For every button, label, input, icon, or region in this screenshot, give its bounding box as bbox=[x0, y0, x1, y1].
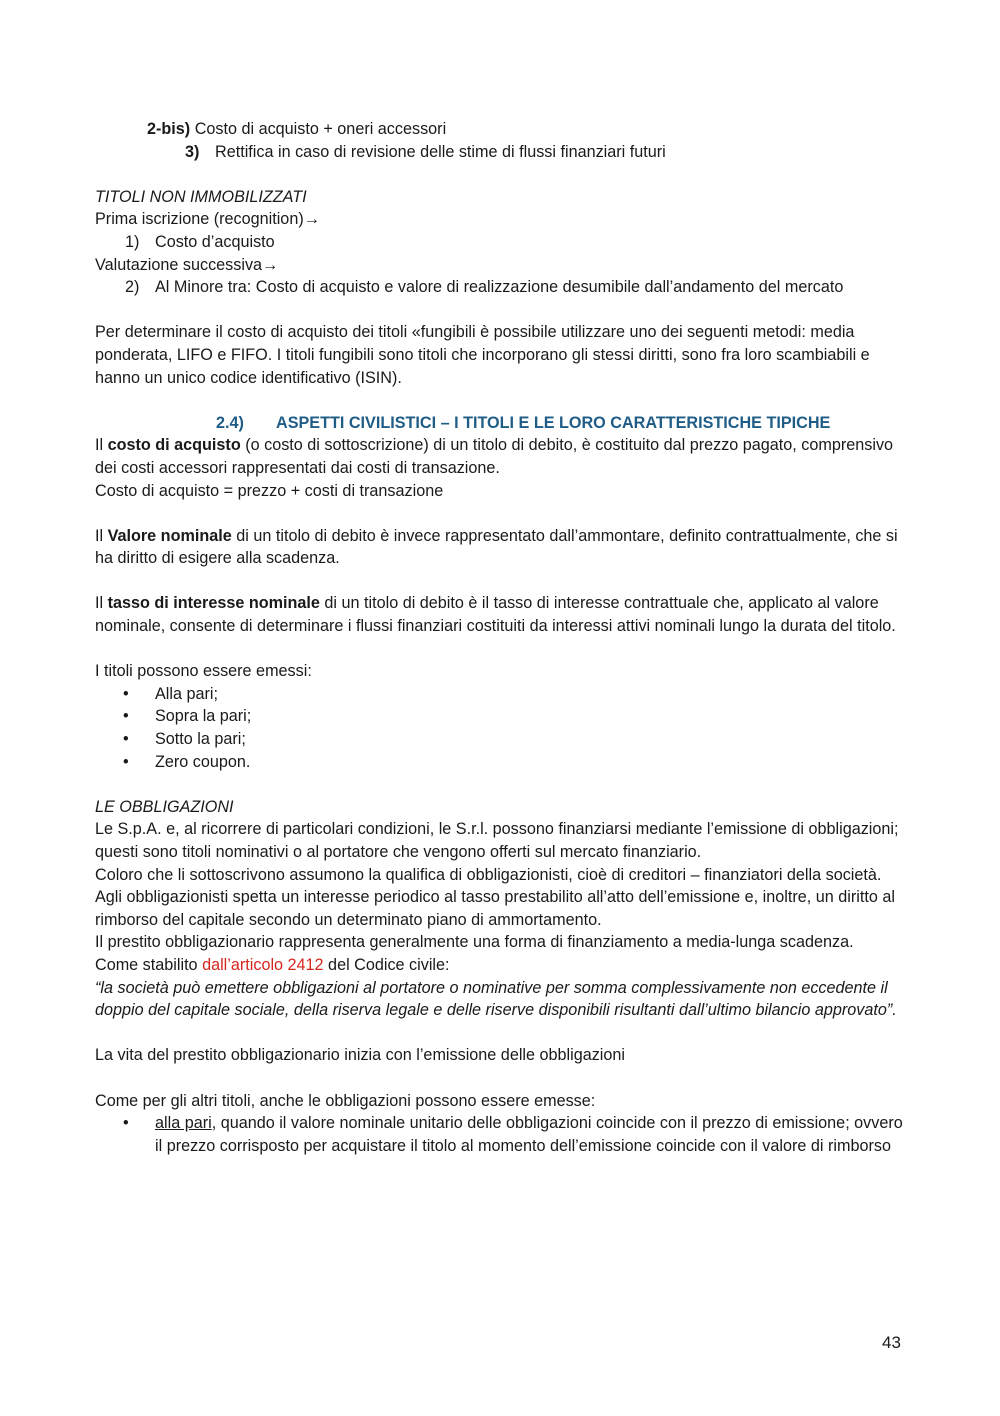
page-number: 43 bbox=[882, 1333, 901, 1352]
paragraph-tasso-interesse: Il tasso di interesse nominale di un titolo di debito è il tasso di interesse contrattuale che, applicato al valore nominale, consente di determinare i flussi finanziari costituiti da interessi attivi nominali lungo la durata del titolo. bbox=[95, 594, 896, 636]
list-label: 2-bis) bbox=[147, 120, 191, 138]
obbligazioni-emesse-list bbox=[95, 1112, 907, 1157]
list-item: • Zero coupon. bbox=[95, 751, 907, 774]
list-text: Rettifica in caso di revisione delle stime di flussi finanziari futuri bbox=[215, 142, 666, 161]
valutazione-successiva: Valutazione successiva→ bbox=[95, 255, 279, 274]
emissione-list bbox=[95, 683, 907, 773]
list-item: • Sopra la pari; bbox=[95, 705, 907, 728]
list-text: Costo di acquisto + oneri accessori bbox=[194, 120, 447, 138]
section-number: 2.4) bbox=[216, 413, 244, 432]
list-item: • Sotto la pari; bbox=[95, 728, 907, 751]
formula-costo-acquisto: Costo di acquisto = prezzo + costi di transazione bbox=[95, 481, 444, 500]
emissione-intro: I titoli possono essere emessi: bbox=[95, 662, 312, 681]
list-item-2: 2) Al Minore tra: Costo di acquisto e valore di realizzazione desumibile dall’andamento del mercato bbox=[125, 278, 844, 297]
prima-iscrizione: Prima iscrizione (recognition)→ bbox=[95, 210, 320, 229]
paragraph-fungibili: Per determinare il costo di acquisto dei titoli «fungibili è possibile utilizzare uno dei seguenti metodi: media ponderata, LIFO e FIFO. I titoli fungibili sono titoli che incorporano gli stessi diritti, sono fra loro scambiabili e hanno un unico codice identificativo (ISIN). bbox=[95, 323, 870, 387]
paragraph-obbligazioni-2: Coloro che li sottoscrivono assumono la qualifica di obbligazionisti, cioè di creditori – finanziatori della società. bbox=[95, 865, 882, 884]
codice-civile-reference: Come stabilito dall’articolo 2412 del Codice civile: bbox=[95, 955, 450, 974]
section-title: ASPETTI CIVILISTICI – I TITOLI E LE LORO CARATTERISTICHE TIPICHE bbox=[276, 413, 831, 432]
list-item-1: 1) Costo d’acquisto bbox=[125, 232, 275, 251]
section-heading bbox=[95, 412, 907, 435]
paragraph-costo-acquisto: Il costo di acquisto (o costo di sottoscrizione) di un titolo di debito, è costituito dal prezzo pagato, comprensivo dei costi accessori rappresentati dai costi di transazione. bbox=[95, 436, 894, 477]
quote-codice-civile: “la società può emettere obbligazioni al portatore o nominative per somma complessivamente non eccedente il doppio del capitale sociale, della riserva legale e delle riserve disponibili risultanti dall’ultimo bilancio approvato”. bbox=[95, 978, 897, 1020]
document-body bbox=[95, 118, 907, 1157]
obbligazioni-emesse-intro: Come per gli altri titoli, anche le obbligazioni possono essere emesse: bbox=[95, 1091, 596, 1110]
section-title-obbligazioni: LE OBBLIGAZIONI bbox=[95, 797, 234, 816]
paragraph-obbligazioni-1: Le S.p.A. e, al ricorrere di particolari condizioni, le S.r.l. possono finanziarsi mediante l’emissione di obbligazioni; questi sono titoli nominativi o al portatore che vengono offerti sul mercato finanziario. bbox=[95, 820, 899, 861]
paragraph-valore-nominale: Il Valore nominale di un titolo di debito è invece rappresentato dall’ammontare, definito contrattualmente, che si ha diritto di esigere alla scadenza. bbox=[95, 526, 898, 568]
paragraph-obbligazioni-3: Agli obbligazionisti spetta un interesse periodico al tasso prestabilito all’atto dell’emissione e, inoltre, un diritto al rimborso del capitale secondo un determinato piano di ammortamento. bbox=[95, 888, 895, 929]
list-item: • Alla pari; bbox=[95, 683, 907, 706]
list-item-2bis bbox=[95, 118, 907, 141]
paragraph-vita-prestito: La vita del prestito obbligazionario inizia con l’emissione delle obbligazioni bbox=[95, 1046, 626, 1065]
list-label: 3) bbox=[185, 142, 200, 161]
paragraph-obbligazioni-4: Il prestito obbligazionario rappresenta generalmente una forma di finanziamento a media-lunga scadenza. bbox=[95, 933, 854, 952]
list-item-3 bbox=[95, 141, 907, 164]
list-item: • alla pari, quando il valore nominale unitario delle obbligazioni coincide con il prezzo di emissione; ovvero il prezzo corrisposto per acquistare il titolo al momento dell’emissione coincide con il valore di rimborso bbox=[95, 1112, 907, 1157]
article-link[interactable]: dall’articolo 2412 bbox=[202, 955, 324, 974]
section-title-titoli-non-immobilizzati: TITOLI NON IMMOBILIZZATI bbox=[95, 187, 307, 206]
